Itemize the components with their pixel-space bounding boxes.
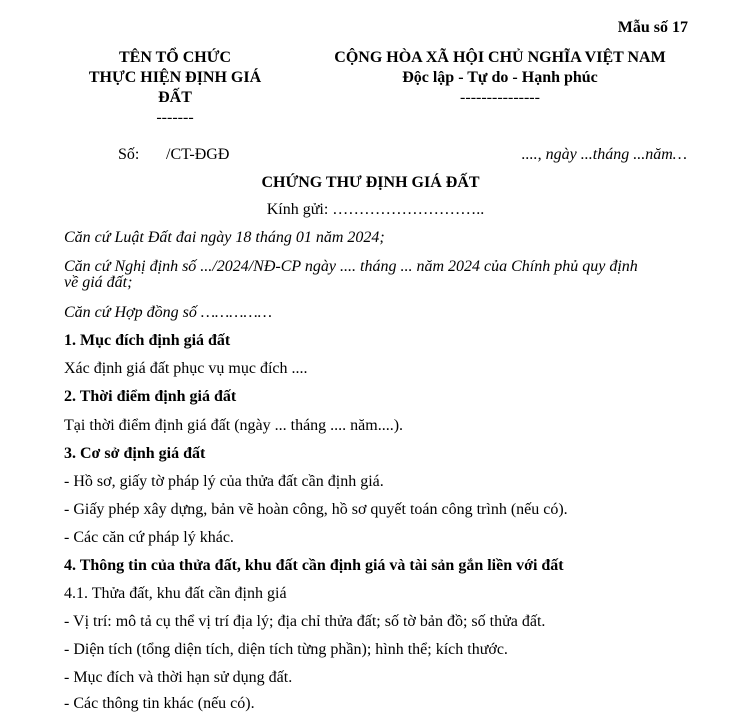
section-heading-time: 2. Thời điểm định giá đất (64, 388, 237, 405)
section-line: - Các căn cứ pháp lý khác. (64, 529, 234, 546)
section-heading-purpose: 1. Mục đích định giá đất (64, 332, 231, 349)
national-title: CỘNG HÒA XÃ HỘI CHỦ NGHĨA VIỆT NAM (334, 49, 666, 66)
org-name-line2: THỰC HIỆN ĐỊNH GIÁ (88, 69, 262, 86)
org-name-line3: ĐẤT (158, 89, 192, 106)
org-divider: ------- (156, 109, 194, 126)
form-number: Mẫu số 17 (617, 19, 688, 36)
section-line: - Hồ sơ, giấy tờ pháp lý của thửa đất cần định giá. (64, 473, 384, 490)
legal-basis-decree: Căn cứ Nghị định số .../2024/NĐ-CP ngày .... tháng ... năm 2024 của Chính phủ quy định (64, 258, 638, 275)
legal-basis-decree-cont: về giá đất; (64, 274, 133, 291)
national-motto: Độc lập - Tự do - Hạnh phúc (402, 69, 598, 86)
section-line: - Giấy phép xây dựng, bản vẽ hoàn công, hồ sơ quyết toán công trình (nếu có). (64, 501, 568, 518)
national-divider: --------------- (460, 89, 540, 106)
section-line: Tại thời điểm định giá đất (ngày ... tháng .... năm....). (64, 417, 404, 434)
section-heading-basis: 3. Cơ sở định giá đất (64, 445, 206, 462)
recipient-line: Kính gửi: ……………………….. (266, 201, 485, 218)
date-line: ...., ngày ...tháng ...năm… (521, 146, 687, 163)
document-title: CHỨNG THƯ ĐỊNH GIÁ ĐẤT (261, 174, 480, 191)
section-line: Xác định giá đất phục vụ mục đích .... (64, 360, 308, 377)
section-line: - Các thông tin khác (nếu có). (64, 695, 255, 712)
document-number-label: Số: (118, 146, 140, 163)
section-heading-land-info: 4. Thông tin của thửa đất, khu đất cần định giá và tài sản gắn liền với đất (64, 557, 564, 574)
section-line: - Diện tích (tổng diện tích, diện tích từng phần); hình thể; kích thước. (64, 641, 508, 658)
document-number-value: /CT-ĐGĐ (166, 146, 230, 163)
subsection-heading: 4.1. Thửa đất, khu đất cần định giá (64, 585, 287, 602)
org-name-line1: TÊN TỔ CHỨC (118, 49, 231, 66)
section-line: - Mục đích và thời hạn sử dụng đất. (64, 669, 293, 686)
legal-basis-contract: Căn cứ Hợp đồng số …………… (64, 304, 272, 321)
legal-basis-law: Căn cứ Luật Đất đai ngày 18 tháng 01 năm 2024; (64, 229, 385, 246)
section-line: - Vị trí: mô tả cụ thể vị trí địa lý; địa chỉ thửa đất; số tờ bản đồ; số thửa đất. (64, 613, 546, 630)
